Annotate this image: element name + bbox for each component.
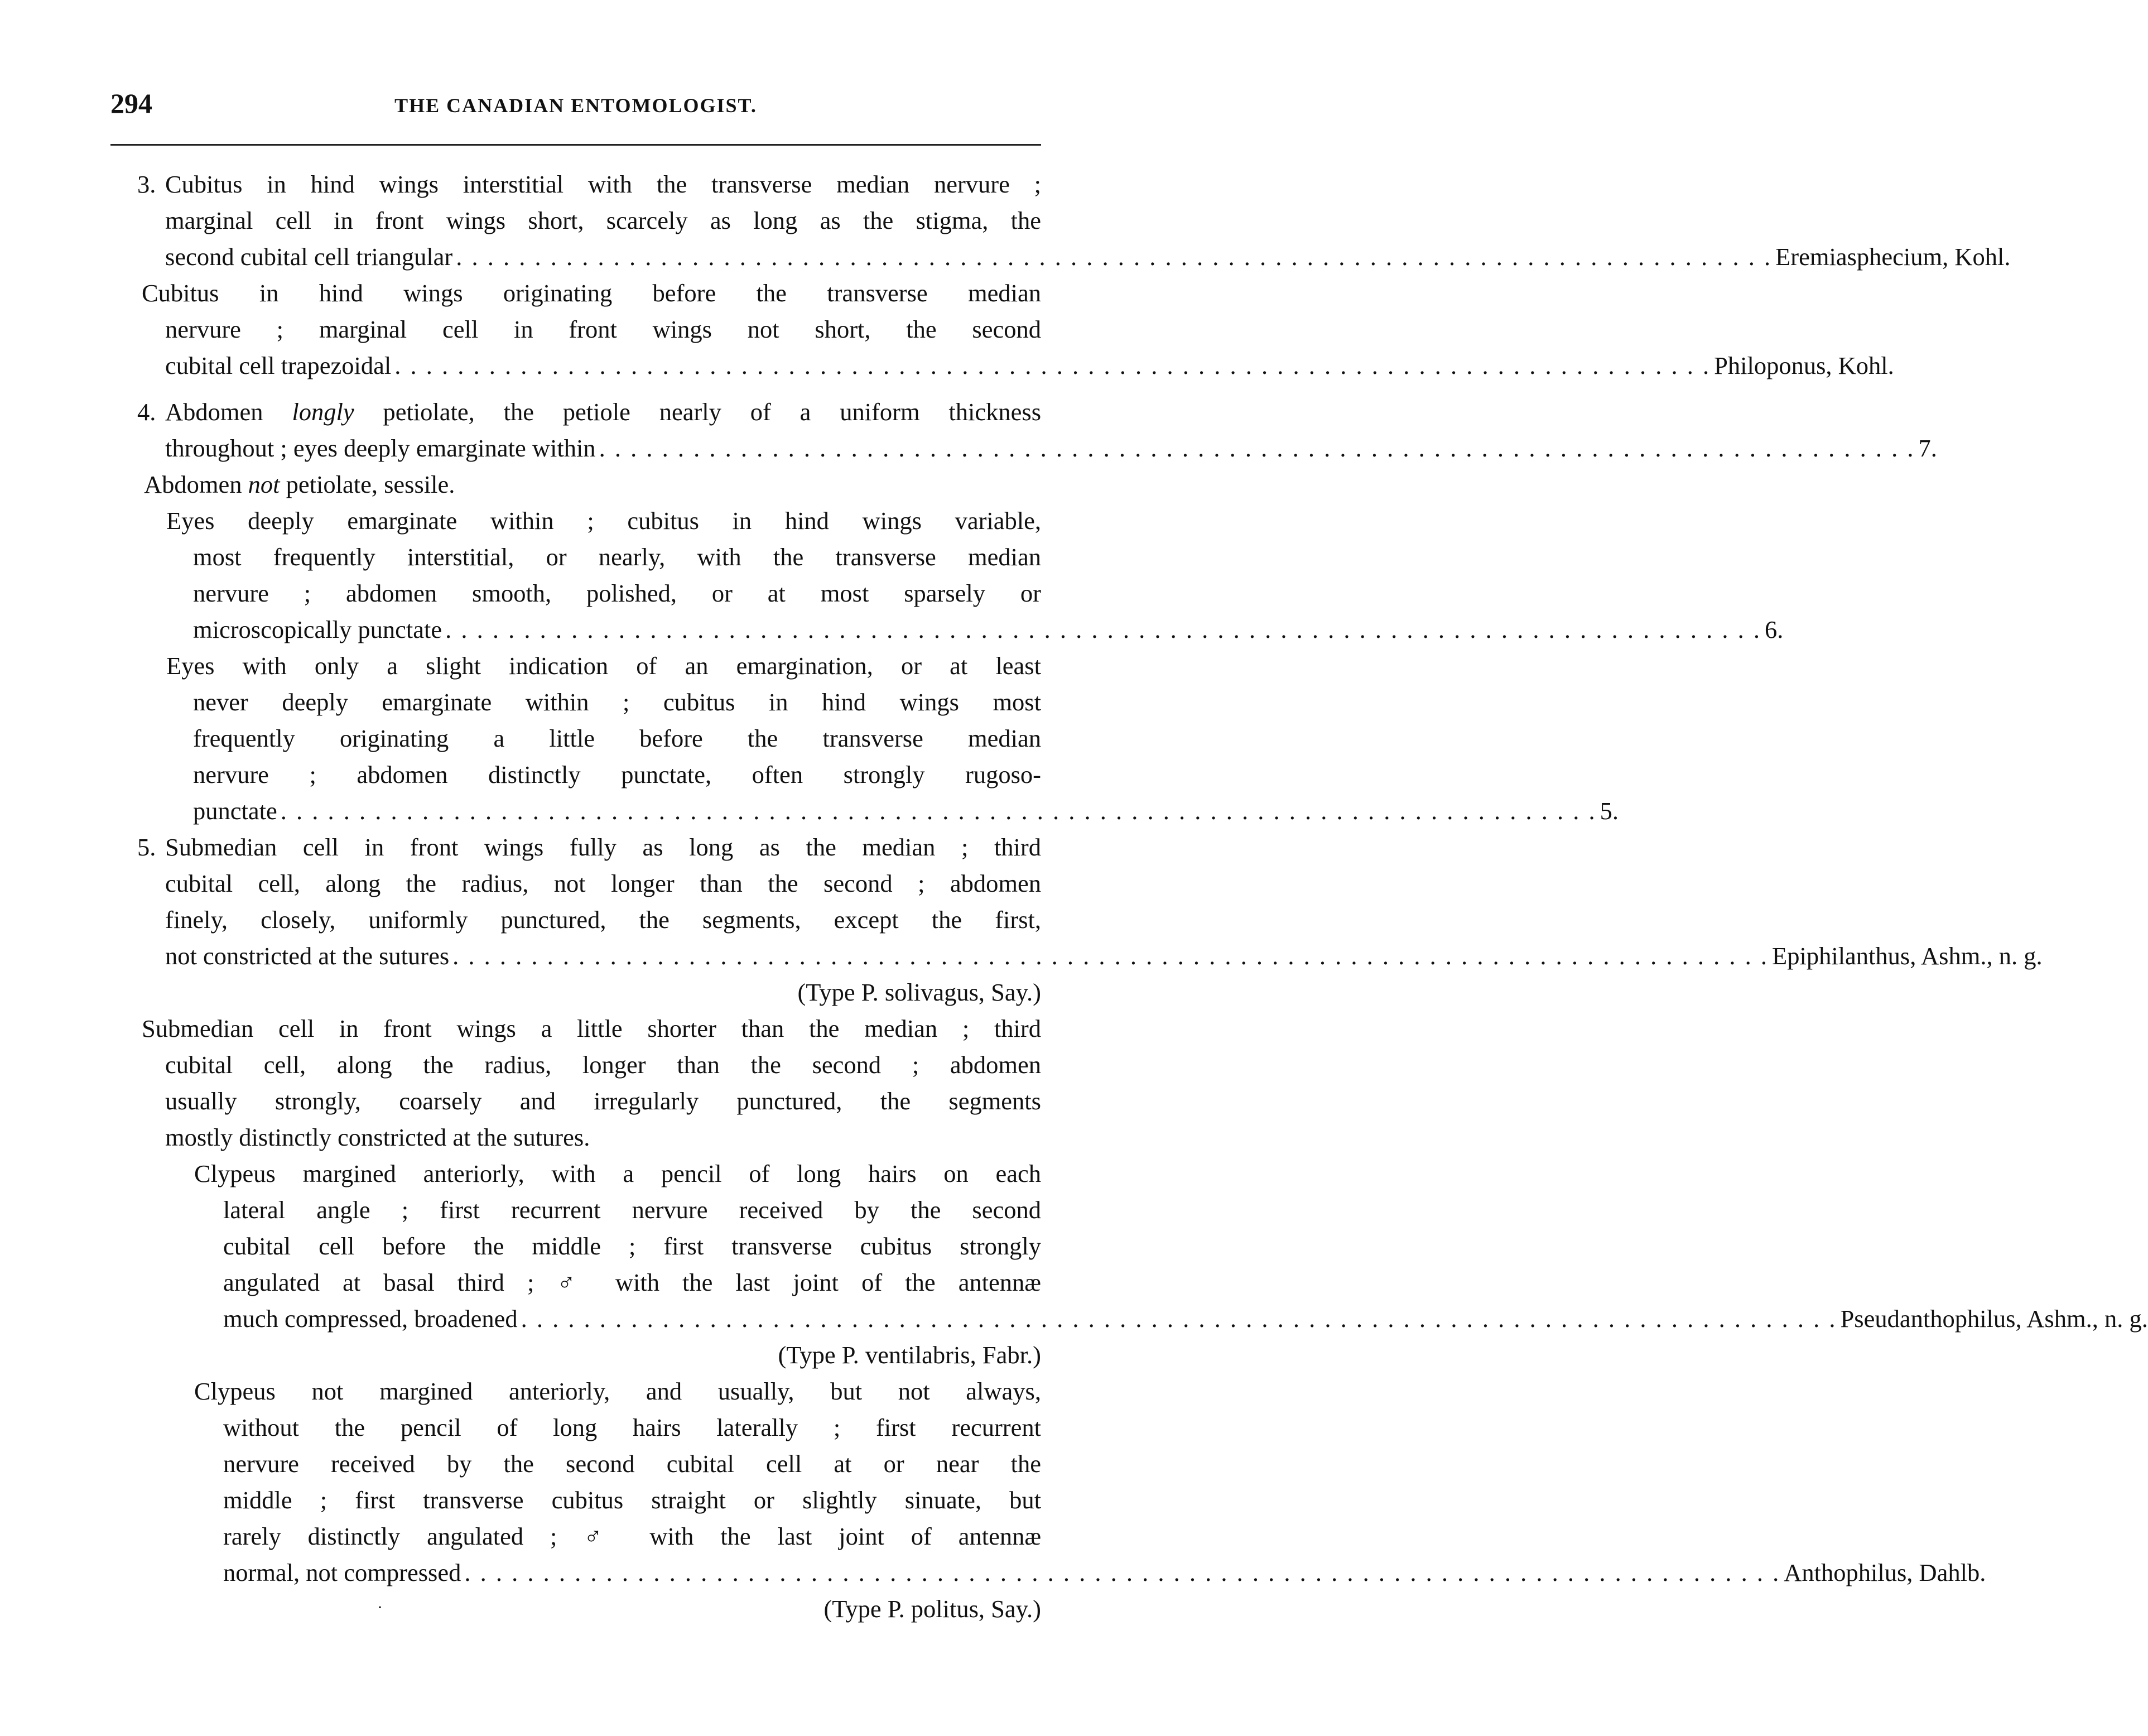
key-text: petiolate, sessile.	[286, 470, 455, 498]
key-text: Abdomen	[165, 398, 263, 426]
dot-leader: . . . . . . . . . . . . . . . . . . . . . . . . . . . . . . . . . . . . . . . . . . . . . . . . . . . . . . . . . . . . . . . . . . . . . . . . . . . . . . . . . . . .	[599, 434, 1915, 462]
key-result: 6.	[1764, 615, 1784, 643]
dot-leader: . . . . . . . . . . . . . . . . . . . . . . . . . . . . . . . . . . . . . . . . . . . . . . . . . . . . . . . . . . . . . . . . . . . . . . . . . . . . . . . . . . . .	[394, 352, 1711, 379]
key-line: mostly distinctly constricted at the sutures.	[165, 1123, 590, 1151]
key-line: angulated at basal third ; ♂ with the last joint of the antennæ	[223, 1268, 1041, 1296]
key-line: Submedian cell in front wings a little shorter than the median ; third	[142, 1014, 1041, 1042]
key-line: finely, closely, uniformly punctured, the segments, except the first,	[165, 906, 1041, 934]
key-result: Philoponus, Kohl.	[1714, 352, 1894, 379]
key-line: microscopically punctate	[193, 615, 442, 643]
type-note: (Type P. ventilabris, Fabr.)	[778, 1341, 1041, 1369]
key-line: nervure ; abdomen distinctly punctate, often strongly rugoso-	[193, 761, 1041, 788]
dot-leader: . . . . . . . . . . . . . . . . . . . . . . . . . . . . . . . . . . . . . . . . . . . . . . . . . . . . . . . . . . . . . . . . . . . . . . . . . . . . . . . . . . . .	[280, 797, 1597, 825]
key-line: never deeply emarginate within ; cubitus in hind wings most	[193, 688, 1041, 716]
key-line: without the pencil of long hairs laterally ; first recurrent	[223, 1413, 1041, 1441]
key-result: 7.	[1918, 434, 1937, 462]
key-result: 5.	[1600, 797, 1619, 825]
dot-leader: . . . . . . . . . . . . . . . . . . . . . . . . . . . . . . . . . . . . . . . . . . . . . . . . . . . . . . . . . . . . . . . . . . . . . . . . . . . . . . . . . . . .	[464, 1559, 1781, 1586]
key-line: Clypeus margined anteriorly, with a pencil of long hairs on each	[194, 1160, 1041, 1187]
key-line: usually strongly, coarsely and irregularly punctured, the segments	[165, 1087, 1041, 1115]
key-line: Cubitus in hind wings originating before the transverse median	[142, 279, 1041, 307]
dot-leader: . . . . . . . . . . . . . . . . . . . . . . . . . . . . . . . . . . . . . . . . . . . . . . . . . . . . . . . . . . . . . . . . . . . . . . . . . . . . . . . . . . . .	[521, 1305, 1837, 1333]
key-line: rarely distinctly angulated ; ♂ with the last joint of antennæ	[223, 1522, 1041, 1550]
key-line: lateral angle ; first recurrent nervure received by the second	[223, 1196, 1041, 1224]
stray-mark: ·	[377, 1598, 383, 1617]
key-emphasis: not	[248, 470, 280, 498]
key-text: petiolate, the petiole nearly of a uniform thickness	[383, 398, 1042, 426]
key-line-leader	[223, 1557, 1986, 1588]
key-line: nervure received by the second cubital cell at or near the	[223, 1450, 1041, 1478]
key-line: punctate	[193, 797, 277, 825]
couplet-number: 4.	[137, 398, 156, 426]
key-line: middle ; first transverse cubitus straight or slightly sinuate, but	[223, 1486, 1041, 1514]
page-number: 294	[110, 88, 152, 119]
header-rule	[110, 144, 1041, 146]
dot-leader: . . . . . . . . . . . . . . . . . . . . . . . . . . . . . . . . . . . . . . . . . . . . . . . . . . . . . . . . . . . . . . . . . . . . . . . . . . . . . . . . . . . .	[456, 243, 1773, 271]
key-line-leader	[165, 940, 2043, 972]
key-line: cubital cell, along the radius, longer than the second ; abdomen	[165, 1051, 1041, 1079]
key-result: Epiphilanthus, Ashm., n. g.	[1772, 942, 2043, 970]
key-line: cubital cell before the middle ; first transverse cubitus strongly	[223, 1232, 1041, 1260]
key-emphasis: longly	[292, 398, 354, 426]
key-line: much compressed, broadened	[223, 1305, 518, 1333]
key-line: Eyes with only a slight indication of an emargination, or at least	[166, 652, 1041, 680]
key-line: not constricted at the sutures	[165, 942, 450, 970]
running-head: THE CANADIAN ENTOMOLOGIST.	[394, 94, 757, 117]
key-line: normal, not compressed	[223, 1559, 461, 1586]
key-line: Eyes deeply emarginate within ; cubitus in hind wings variable,	[166, 507, 1041, 535]
key-line: marginal cell in front wings short, scarcely as long as the stigma, the	[165, 206, 1041, 234]
key-line: frequently originating a little before the transverse median	[193, 724, 1041, 752]
couplet-number: 3.	[137, 170, 156, 198]
key-line: most frequently interstitial, or nearly, with the transverse median	[193, 543, 1041, 571]
key-line-leader	[223, 1303, 2148, 1334]
key-line-leader	[165, 350, 1894, 381]
key-line-leader	[165, 241, 2011, 272]
key-line: second cubital cell triangular	[165, 243, 453, 271]
type-note: (Type P. politus, Say.)	[823, 1595, 1041, 1623]
key-text: Abdomen	[144, 470, 242, 498]
key-result: Pseudanthophilus, Ashm., n. g.	[1840, 1305, 2148, 1333]
key-line: Submedian cell in front wings fully as long as the median ; third	[165, 833, 1041, 861]
key-result: Eremiasphecium, Kohl.	[1775, 243, 2011, 271]
key-line: Clypeus not margined anteriorly, and usually, but not always,	[194, 1377, 1041, 1405]
key-line	[165, 396, 1041, 427]
key-line	[144, 469, 455, 500]
key-line-leader	[165, 432, 1937, 464]
dot-leader: . . . . . . . . . . . . . . . . . . . . . . . . . . . . . . . . . . . . . . . . . . . . . . . . . . . . . . . . . . . . . . . . . . . . . . . . . . . . . . . . . . . .	[452, 942, 1769, 970]
page-header	[110, 84, 1041, 123]
key-line-leader	[193, 614, 1784, 645]
key-line: nervure ; marginal cell in front wings not short, the second	[165, 315, 1041, 343]
key-result: Anthophilus, Dahlb.	[1784, 1559, 1986, 1586]
key-line: throughout ; eyes deeply emarginate within	[165, 434, 596, 462]
key-line: nervure ; abdomen smooth, polished, or at most sparsely or	[193, 579, 1041, 607]
type-note: (Type P. solivagus, Say.)	[797, 978, 1041, 1006]
couplet-number: 5.	[137, 833, 156, 861]
key-line: cubital cell, along the radius, not longer than the second ; abdomen	[165, 869, 1041, 897]
dot-leader: . . . . . . . . . . . . . . . . . . . . . . . . . . . . . . . . . . . . . . . . . . . . . . . . . . . . . . . . . . . . . . . . . . . . . . . . . . . . . . . . . . . .	[445, 615, 1761, 643]
key-line: cubital cell trapezoidal	[165, 352, 392, 379]
key-line: Cubitus in hind wings interstitial with the transverse median nervure ;	[165, 170, 1041, 198]
key-line-leader	[193, 795, 1619, 826]
